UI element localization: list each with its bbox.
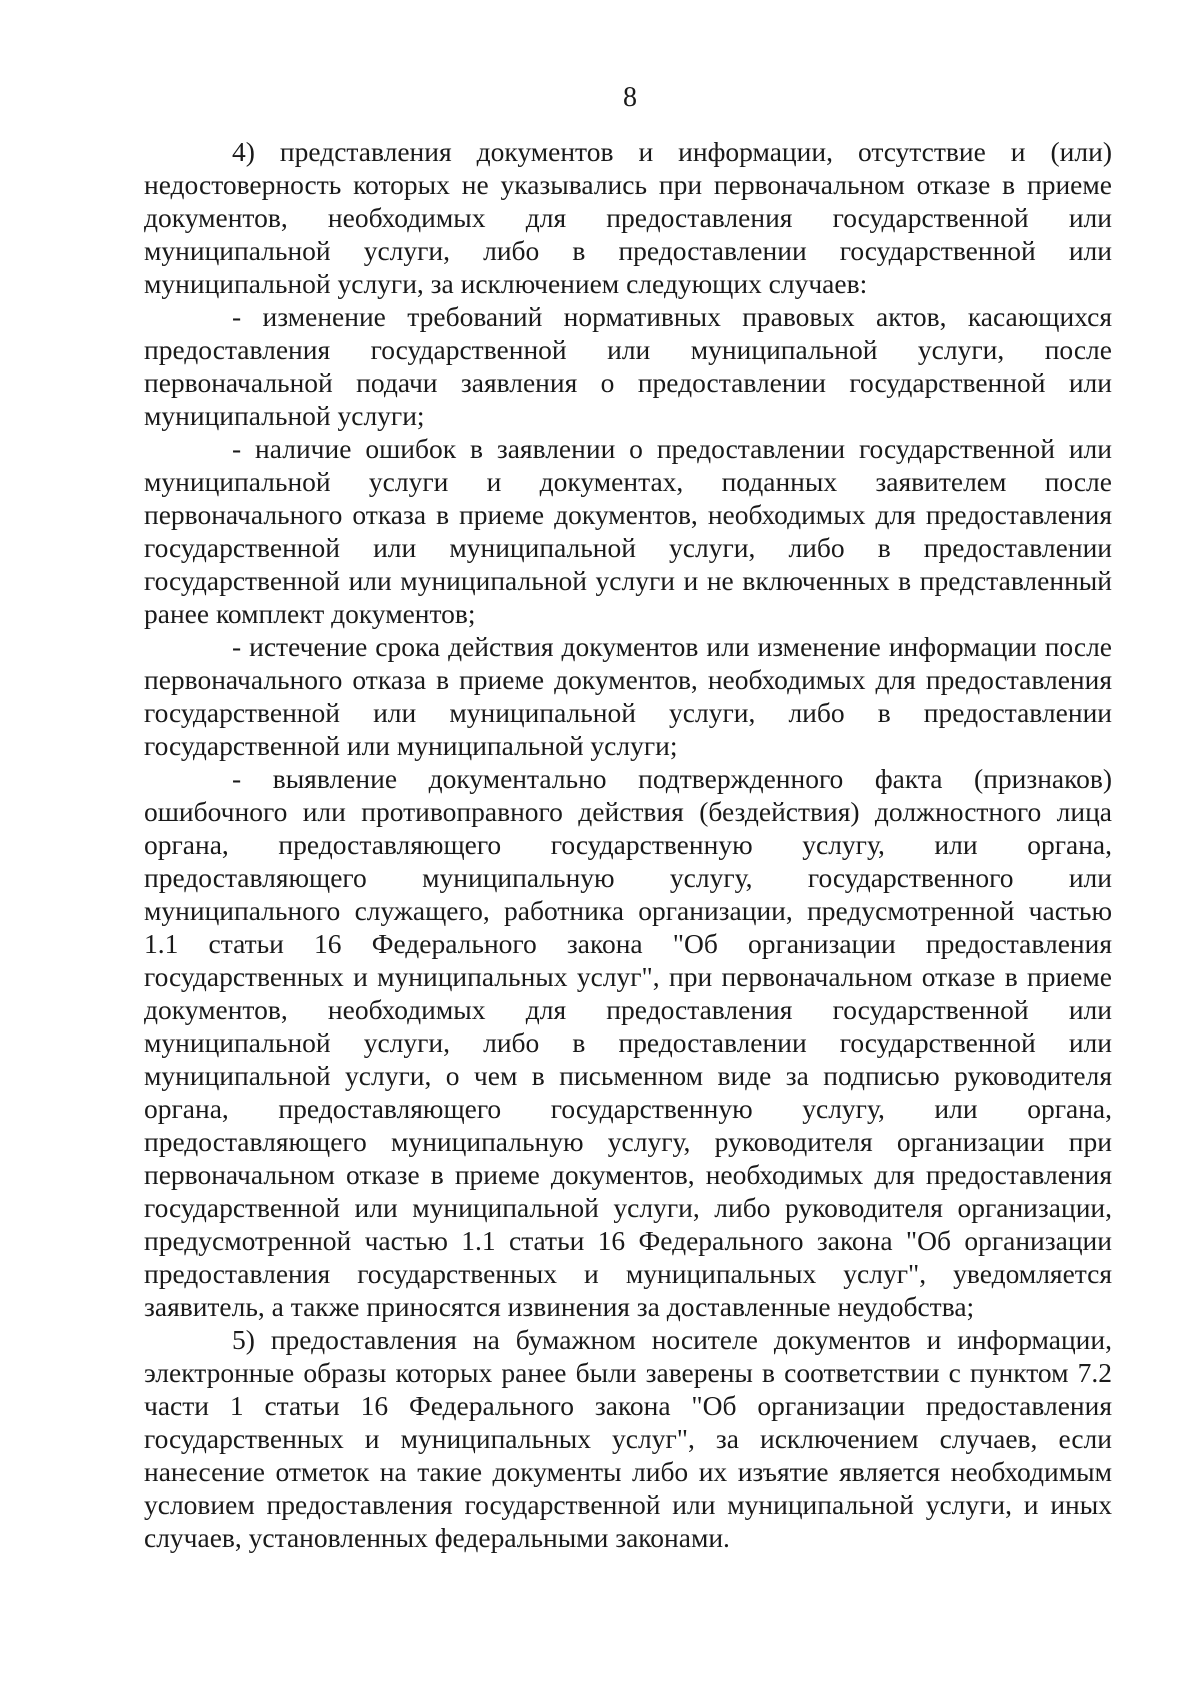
paragraph-item-4: 4) представления документов и информации, отсутствие и (или) недостоверность которых не указывались при первоначальном отказе в приеме документов, необходимых для предоставления государственной или муниципальной услуги, либо в предоставлении государственной или муниципальной услуги, за исключением следующих случаев:	[144, 136, 1112, 299]
paragraph-item-5: 5) предоставления на бумажном носителе документов и информации, электронные образы которых ранее были заверены в соответствии с пунктом 7.2 части 1 статьи 16 Федерального закона "Об организации предоставления государственных и муниципальных услуг", за исключением случаев, если нанесение отметок на такие документы либо их изъятие является необходимым условием предоставления государственной или муниципальной услуги, и иных случаев, установленных федеральными законами.	[144, 1324, 1112, 1553]
page-number: 8	[623, 82, 637, 113]
paragraph-bullet-official-misconduct: - выявление документально подтвержденного факта (признаков) ошибочного или противоправного действия (бездействия) должностного лица органа, предоставляющего государственную услугу, или органа, предоставляющего муниципальную услугу, государственного или муниципального служащего, работника организации, предусмотренной частью 1.1 статьи 16 Федерального закона "Об организации предоставления государственных и муниципальных услуг", при первоначальном отказе в приеме документов, необходимых для предоставления государственной или муниципальной услуги, либо в предоставлении государственной или муниципальной услуги, о чем в письменном виде за подписью руководителя органа, предоставляющего государственную услугу, или органа, предоставляющего муниципальную услугу, руководителя организации при первоначальном отказе в приеме документов, необходимых для предоставления государственной или муниципальной услуги, либо руководителя организации, предусмотренной частью 1.1 статьи 16 Федерального закона "Об организации предоставления государственных и муниципальных услуг", уведомляется заявитель, а также приносятся извинения за доставленные неудобства;	[144, 763, 1112, 1322]
document-body	[144, 135, 1112, 1554]
paragraph-bullet-application-errors: - наличие ошибок в заявлении о предоставлении государственной или муниципальной услуги и документах, поданных заявителем после первоначального отказа в приеме документов, необходимых для предоставления государственной или муниципальной услуги, либо в предоставлении государственной или муниципальной услуги и не включенных в представленный ранее комплект документов;	[144, 433, 1112, 629]
paragraph-bullet-requirements-change: - изменение требований нормативных правовых актов, касающихся предоставления государственной или муниципальной услуги, после первоначальной подачи заявления о предоставлении государственной или муниципальной услуги;	[144, 301, 1112, 431]
paragraph-bullet-document-expiry: - истечение срока действия документов или изменение информации после первоначального отказа в приеме документов, необходимых для предоставления государственной или муниципальной услуги, либо в предоставлении государственной или муниципальной услуги;	[144, 631, 1112, 761]
